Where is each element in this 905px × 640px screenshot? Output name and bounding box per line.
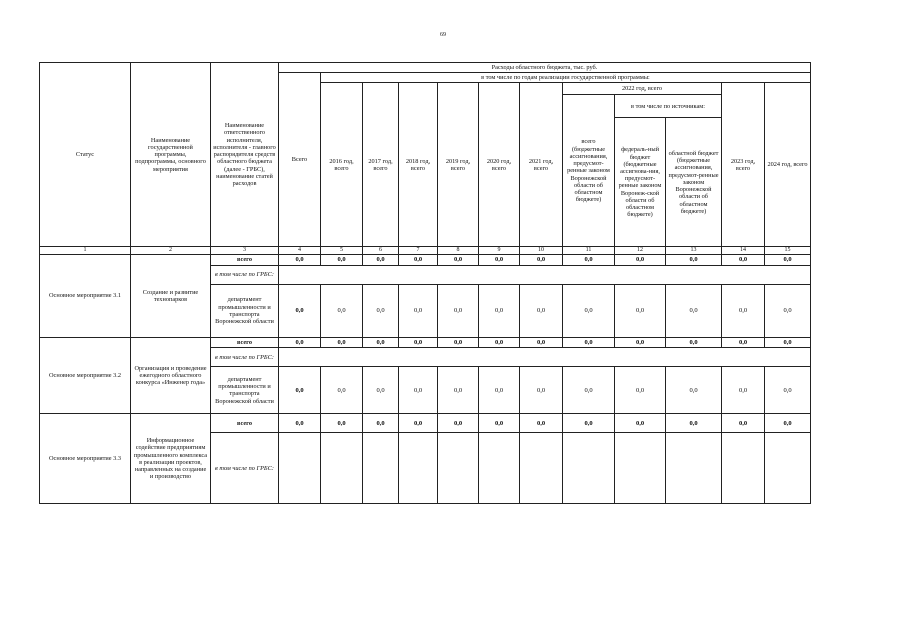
col-number: 1 <box>40 247 131 255</box>
value-cell: 0,0 <box>722 367 765 414</box>
header-2020: 2020 год, всего <box>479 83 520 247</box>
value-cell: 0,0 <box>279 414 321 433</box>
row-status: Основное мероприятие 3.3 <box>40 414 131 504</box>
value-cell: 0,0 <box>363 255 399 265</box>
empty-cells <box>279 348 811 367</box>
header-name: Наименование государственной программы, подпрограммы, основного мероприятия <box>131 63 211 247</box>
value-cell: 0,0 <box>279 255 321 265</box>
value-cell: 0,0 <box>438 337 479 347</box>
row-name: Информационное содействие предприятиям промышленного комплекса в реализации проектов, направленных на создание и производство <box>131 414 211 504</box>
row-total-label: всего <box>211 414 279 433</box>
table-row <box>40 414 811 433</box>
value-cell: 0,0 <box>563 284 615 337</box>
header-2022-total: всего (бюджетные ассигнования, предусмот-ренные законом Воронежской области об областном бюджете) <box>563 95 615 247</box>
empty-cell <box>615 433 666 504</box>
header-2016: 2016 год, всего <box>321 83 363 247</box>
value-cell: 0,0 <box>438 367 479 414</box>
value-cell: 0,0 <box>722 255 765 265</box>
value-cell: 0,0 <box>279 367 321 414</box>
value-cell: 0,0 <box>279 284 321 337</box>
value-cell: 0,0 <box>321 284 363 337</box>
value-cell: 0,0 <box>321 414 363 433</box>
value-cell: 0,0 <box>615 337 666 347</box>
value-cell: 0,0 <box>363 414 399 433</box>
value-cell: 0,0 <box>563 414 615 433</box>
value-cell: 0,0 <box>279 337 321 347</box>
empty-cell <box>363 433 399 504</box>
col-number: 14 <box>722 247 765 255</box>
value-cell: 0,0 <box>479 284 520 337</box>
row-name: Создание и развитие технопарков <box>131 255 211 337</box>
header-status: Статус <box>40 63 131 247</box>
value-cell: 0,0 <box>722 414 765 433</box>
value-cell: 0,0 <box>321 367 363 414</box>
value-cell: 0,0 <box>765 337 811 347</box>
value-cell: 0,0 <box>479 367 520 414</box>
value-cell: 0,0 <box>479 255 520 265</box>
table-row <box>40 337 811 347</box>
value-cell: 0,0 <box>563 367 615 414</box>
row-total-label: всего <box>211 337 279 347</box>
empty-cell <box>722 433 765 504</box>
value-cell: 0,0 <box>321 337 363 347</box>
value-cell: 0,0 <box>438 414 479 433</box>
col-number: 12 <box>615 247 666 255</box>
empty-cell <box>438 433 479 504</box>
page-number: 69 <box>440 32 446 38</box>
row-incl-label: в том числе по ГРБС: <box>211 433 279 504</box>
col-number: 15 <box>765 247 811 255</box>
col-number: 11 <box>563 247 615 255</box>
value-cell: 0,0 <box>438 255 479 265</box>
col-number: 7 <box>399 247 438 255</box>
row-total-label: всего <box>211 255 279 265</box>
budget-table <box>39 62 811 504</box>
value-cell: 0,0 <box>666 414 722 433</box>
value-cell: 0,0 <box>399 284 438 337</box>
col-number: 3 <box>211 247 279 255</box>
value-cell: 0,0 <box>615 414 666 433</box>
row-status: Основное мероприятие 3.2 <box>40 337 131 413</box>
col-number: 2 <box>131 247 211 255</box>
empty-cell <box>399 433 438 504</box>
col-number: 4 <box>279 247 321 255</box>
row-dept: департамент промышленности и транспорта Воронежской области <box>211 284 279 337</box>
empty-cell <box>520 433 563 504</box>
value-cell: 0,0 <box>438 284 479 337</box>
value-cell: 0,0 <box>666 284 722 337</box>
value-cell: 0,0 <box>399 337 438 347</box>
value-cell: 0,0 <box>520 255 563 265</box>
value-cell: 0,0 <box>520 367 563 414</box>
empty-cells <box>279 265 811 284</box>
empty-cell <box>321 433 363 504</box>
header-2023: 2023 год, всего <box>722 83 765 247</box>
value-cell: 0,0 <box>479 337 520 347</box>
table-row <box>40 255 811 265</box>
col-number: 10 <box>520 247 563 255</box>
value-cell: 0,0 <box>520 337 563 347</box>
row-incl-label: в том числе по ГРБС: <box>211 265 279 284</box>
value-cell: 0,0 <box>765 367 811 414</box>
value-cell: 0,0 <box>399 414 438 433</box>
row-name: Организация и проведение ежегодного областного конкурса «Инженер года» <box>131 337 211 413</box>
empty-cell <box>765 433 811 504</box>
header-federal: федераль-ный бюджет (бюджетные ассигнова-ния, предусмот-ренные законом Воронеж-ской области об областном бюджете) <box>615 118 666 247</box>
value-cell: 0,0 <box>765 284 811 337</box>
value-cell: 0,0 <box>321 255 363 265</box>
value-cell: 0,0 <box>666 337 722 347</box>
value-cell: 0,0 <box>666 367 722 414</box>
value-cell: 0,0 <box>399 367 438 414</box>
value-cell: 0,0 <box>563 255 615 265</box>
header-expenses: Расходы областного бюджета, тыс. руб. <box>279 63 811 73</box>
empty-cell <box>563 433 615 504</box>
empty-cell <box>479 433 520 504</box>
value-cell: 0,0 <box>722 284 765 337</box>
empty-cell <box>279 433 321 504</box>
header-2022: 2022 год, всего <box>563 83 722 95</box>
header-2024: 2024 год, всего <box>765 83 811 247</box>
value-cell: 0,0 <box>615 255 666 265</box>
value-cell: 0,0 <box>615 284 666 337</box>
value-cell: 0,0 <box>479 414 520 433</box>
header-2018: 2018 год, всего <box>399 83 438 247</box>
value-cell: 0,0 <box>363 337 399 347</box>
header-by-sources: в том числе по источникам: <box>615 95 722 118</box>
header-total: Всего <box>279 73 321 247</box>
value-cell: 0,0 <box>399 255 438 265</box>
row-incl-label: в том числе по ГРБС: <box>211 348 279 367</box>
empty-cell <box>666 433 722 504</box>
value-cell: 0,0 <box>666 255 722 265</box>
col-number: 13 <box>666 247 722 255</box>
value-cell: 0,0 <box>363 284 399 337</box>
header-executor: Наименование ответственного исполнителя, исполнителя - главного распорядителя средств областного бюджета (далее - ГРБС), наименование статей расходов <box>211 63 279 247</box>
value-cell: 0,0 <box>563 337 615 347</box>
header-regional: областной бюджет (бюджетные ассигнования, предусмот-ренные законом Воронежской области об областном бюджете) <box>666 118 722 247</box>
header-by-years: в том числе по годам реализации государственной программы: <box>321 73 811 83</box>
value-cell: 0,0 <box>615 367 666 414</box>
header-2021: 2021 год, всего <box>520 83 563 247</box>
value-cell: 0,0 <box>520 284 563 337</box>
value-cell: 0,0 <box>765 255 811 265</box>
col-number: 8 <box>438 247 479 255</box>
value-cell: 0,0 <box>722 337 765 347</box>
col-number: 9 <box>479 247 520 255</box>
header-2019: 2019 год, всего <box>438 83 479 247</box>
value-cell: 0,0 <box>363 367 399 414</box>
value-cell: 0,0 <box>765 414 811 433</box>
col-number: 5 <box>321 247 363 255</box>
value-cell: 0,0 <box>520 414 563 433</box>
row-dept: департамент промышленности и транспорта Воронежской области <box>211 367 279 414</box>
row-status: Основное мероприятие 3.1 <box>40 255 131 337</box>
column-numbers-row <box>40 247 811 255</box>
header-2017: 2017 год, всего <box>363 83 399 247</box>
col-number: 6 <box>363 247 399 255</box>
